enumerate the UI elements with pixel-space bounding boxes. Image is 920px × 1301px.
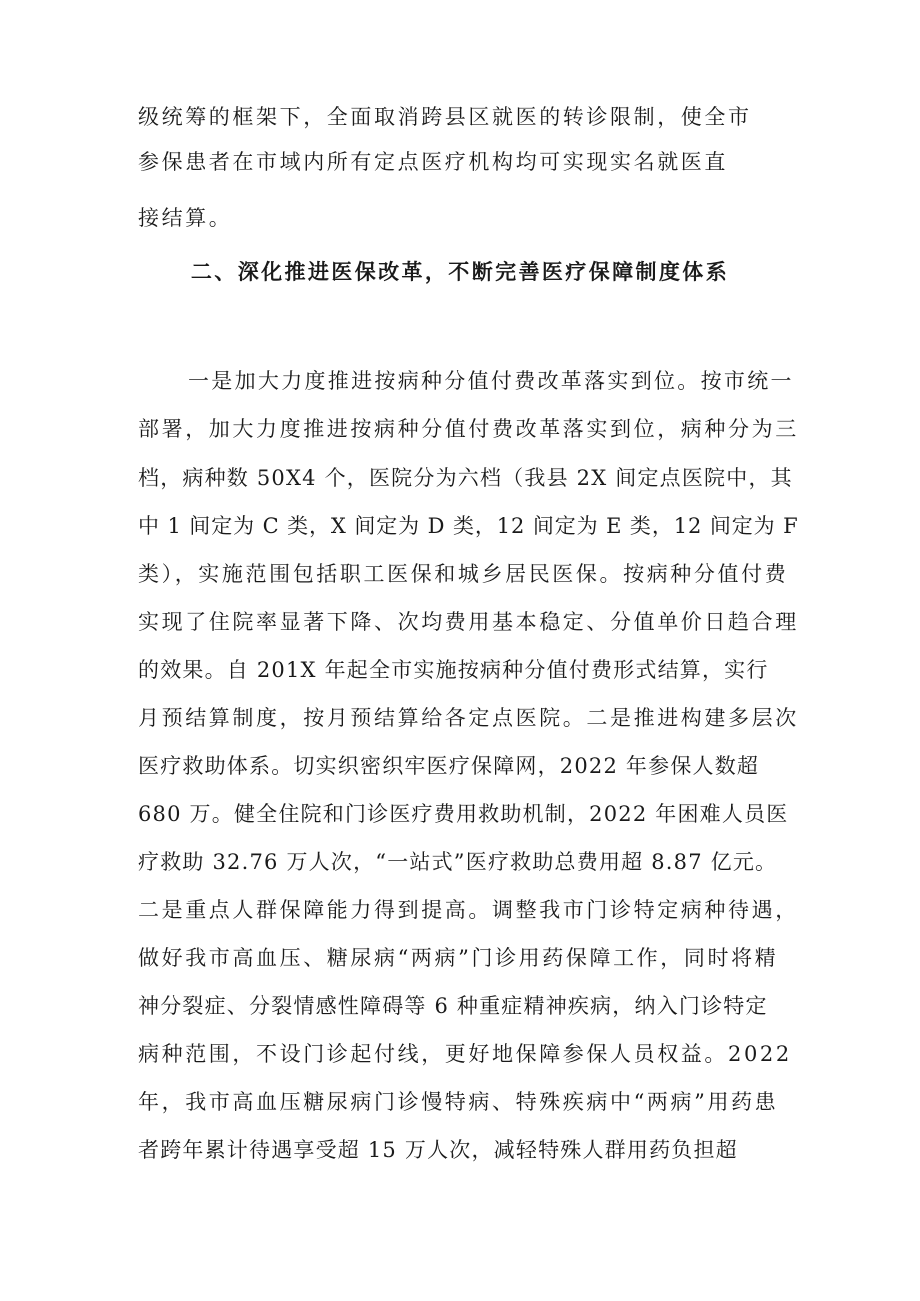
paragraph-line: 月预结算制度，按月预结算给各定点医院。二是推进构建多层次 xyxy=(138,706,799,730)
paragraph-line: 实现了住院率显著下降、次均费用基本稳定、分值单价日趋合理 xyxy=(138,610,799,634)
paragraph-line: 的效果。自 201X 年起全市实施按病种分值付费形式结算，实行 xyxy=(138,658,769,682)
paragraph-line: 接结算。 xyxy=(138,206,233,230)
paragraph-line: 二是重点人群保障能力得到提高。调整我市门诊特定病种待遇， xyxy=(138,898,799,922)
section-heading: 二、深化推进医保改革，不断完善医疗保障制度体系 xyxy=(190,260,730,284)
paragraph-line: 年，我市高血压糖尿病门诊慢特病、特殊疾病中“两病”用药患 xyxy=(138,1090,779,1114)
paragraph-line: 一是加大力度推进按病种分值付费改革落实到位。按市统一 xyxy=(188,369,794,393)
paragraph-line: 疗救助 32.76 万人次，“一站式”医疗救助总费用超 8.87 亿元。 xyxy=(138,850,778,874)
paragraph-line: 部署，加大力度推进按病种分值付费改革落实到位，病种分为三 xyxy=(138,417,799,441)
paragraph-line: 神分裂症、分裂情感性障碍等 6 种重症精神疾病，纳入门诊特定 xyxy=(138,994,768,1018)
paragraph-line: 参保患者在市域内所有定点医疗机构均可实现实名就医直 xyxy=(138,150,728,174)
paragraph-line: 病种范围，不设门诊起付线，更好地保障参保人员权益。2022 xyxy=(138,1042,792,1066)
paragraph-line: 680 万。健全住院和门诊医疗费用救助机制，2022 年困难人员医 xyxy=(138,802,789,826)
paragraph-line: 医疗救助体系。切实织密织牢医疗保障网，2022 年参保人数超 xyxy=(138,754,760,778)
paragraph-line: 中 1 间定为 C 类，X 间定为 D 类，12 间定为 E 类，12 间定为 F xyxy=(138,514,799,538)
paragraph-line: 者跨年累计待遇享受超 15 万人次，减轻特殊人群用药负担超 xyxy=(138,1138,738,1162)
paragraph-line: 类），实施范围包括职工医保和城乡居民医保。按病种分值付费 xyxy=(138,562,789,586)
paragraph-line: 档，病种数 50X4 个，医院分为六档（我县 2X 间定点医院中，其 xyxy=(138,466,793,490)
paragraph-line: 级统筹的框架下，全面取消跨县区就医的转诊限制，使全市 xyxy=(138,105,752,129)
paragraph-line: 做好我市高血压、糖尿病“两病”门诊用药保障工作，同时将精 xyxy=(138,946,779,970)
